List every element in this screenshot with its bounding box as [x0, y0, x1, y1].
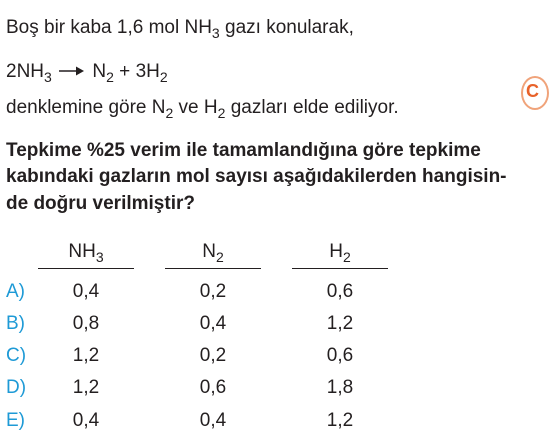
header-rule-n2 — [165, 268, 261, 269]
option-c-h2: 0,6 — [326, 345, 354, 366]
prompt-line-1: Tepkime %25 verim ile tamamlandığına göre tepkime — [6, 140, 481, 161]
corner-mark-icon — [521, 76, 549, 110]
line3-sub-2: 2 — [217, 105, 226, 121]
line1-sub: 3 — [211, 25, 220, 41]
header-rule-h2 — [292, 268, 388, 269]
equation-reactant: 2NH — [6, 61, 45, 82]
option-d-letter[interactable]: D) — [6, 377, 27, 398]
option-c-nh3: 1,2 — [72, 345, 100, 366]
header-h2-base: H — [329, 241, 343, 262]
header-h2-sub: 2 — [342, 249, 351, 265]
equation-reactant-sub: 3 — [44, 69, 52, 85]
option-e-n2: 0,4 — [199, 410, 227, 431]
equation-product-2: 3H — [135, 61, 160, 82]
equation-product-1: N — [92, 61, 107, 82]
line1-tail: gazı konularak, — [219, 17, 354, 38]
option-a-nh3: 0,4 — [72, 281, 100, 302]
option-d-n2: 0,6 — [199, 377, 227, 398]
header-h2 — [292, 241, 388, 265]
option-c-letter[interactable]: C) — [6, 345, 27, 366]
option-d-h2: 1,8 — [326, 377, 354, 398]
header-n2-sub: 2 — [215, 249, 224, 265]
line3-sub-1: 2 — [165, 105, 174, 121]
equation-product-1-sub: 2 — [106, 69, 114, 85]
option-d-nh3: 1,2 — [72, 377, 100, 398]
line3-part-2: ve H — [173, 97, 218, 118]
option-b-h2: 1,2 — [326, 313, 354, 334]
option-b-nh3: 0,8 — [72, 313, 100, 334]
corner-mark-letter: C — [526, 81, 539, 101]
option-e-nh3: 0,4 — [72, 410, 100, 431]
reaction-arrow-icon — [57, 61, 87, 80]
line3-part-1: denklemine göre N — [6, 97, 166, 118]
header-n2 — [165, 241, 261, 265]
line3-part-3: gazları elde ediliyor. — [225, 97, 399, 118]
prompt-line-2: kabındaki gazların mol sayısı aşağıdakilerden hangisin- — [6, 166, 507, 187]
header-nh3-sub: 3 — [95, 249, 104, 265]
option-a-n2: 0,2 — [199, 281, 227, 302]
option-b-letter[interactable]: B) — [6, 313, 25, 334]
header-rule-nh3 — [38, 268, 134, 269]
header-nh3 — [38, 241, 134, 265]
question-line-3 — [6, 97, 399, 121]
equation-plus: + — [113, 61, 136, 82]
prompt-line-3: de doğru verilmiştir? — [6, 193, 195, 214]
header-nh3-base: NH — [68, 241, 96, 262]
header-n2-base: N — [202, 241, 216, 262]
question-line-1 — [6, 17, 354, 41]
equation-product-2-sub: 2 — [159, 69, 168, 85]
option-e-h2: 1,2 — [326, 410, 354, 431]
line1-text: Boş bir kaba 1,6 mol NH — [6, 17, 212, 38]
option-a-letter[interactable]: A) — [6, 281, 25, 302]
option-a-h2: 0,6 — [326, 281, 354, 302]
option-c-n2: 0,2 — [199, 345, 227, 366]
reaction-equation — [6, 61, 168, 85]
option-e-letter[interactable]: E) — [6, 410, 25, 431]
option-b-n2: 0,4 — [199, 313, 227, 334]
